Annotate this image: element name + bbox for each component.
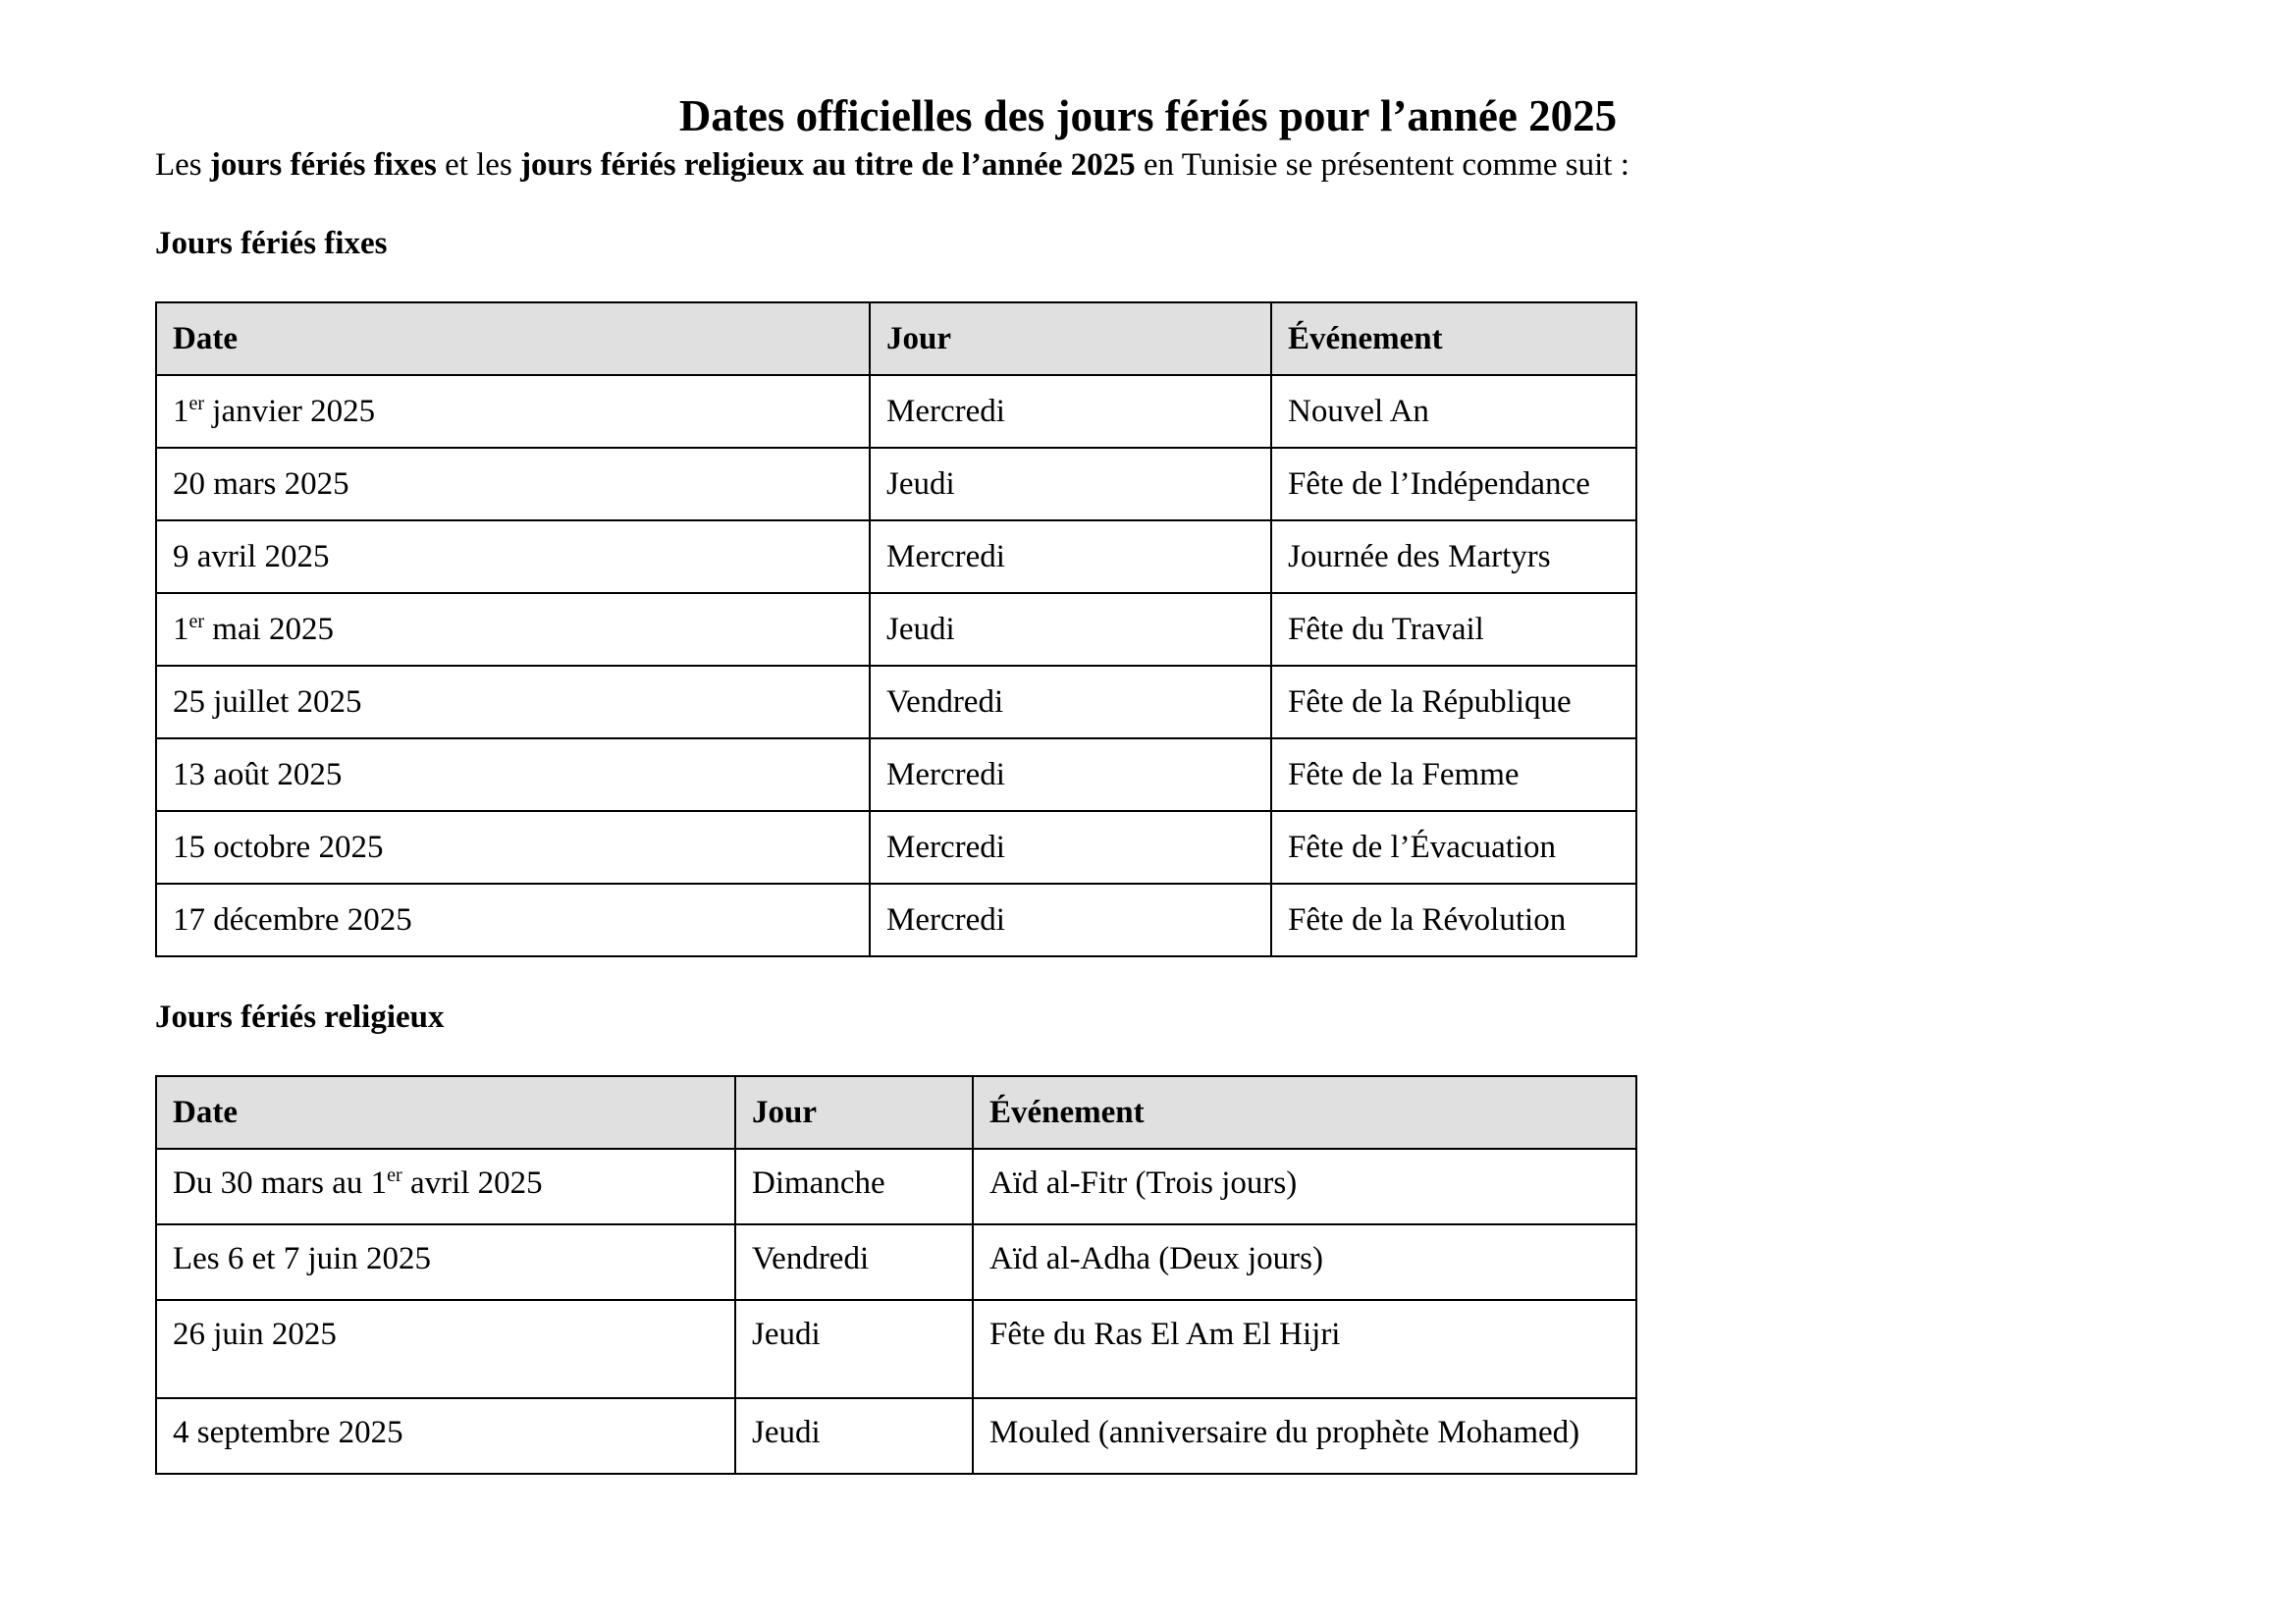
- table-row: [156, 1398, 1636, 1474]
- ordinal-superscript: er: [387, 1164, 402, 1186]
- day-cell: Mercredi: [870, 520, 1271, 593]
- event-cell: Aïd al-Fitr (Trois jours): [973, 1149, 1636, 1224]
- day-cell: Jeudi: [870, 448, 1271, 520]
- fixed-holidays-table: [155, 301, 1637, 957]
- intro-text: en Tunisie se présentent comme suit :: [1135, 147, 1629, 183]
- intro-bold-fixed: jours fériés fixes: [209, 147, 437, 183]
- event-cell: Fête de l’Évacuation: [1271, 811, 1636, 884]
- date-cell: [156, 1224, 735, 1300]
- table-row: [156, 738, 1636, 811]
- date-cell: [156, 448, 870, 520]
- day-cell: Jeudi: [735, 1300, 973, 1398]
- date-text: 9 avril 2025: [173, 538, 330, 574]
- table-row: [156, 520, 1636, 593]
- date-text: janvier 2025: [204, 393, 376, 429]
- date-cell: [156, 884, 870, 956]
- table-row: [156, 375, 1636, 448]
- ordinal-superscript: er: [188, 392, 205, 414]
- religious-holidays-table: [155, 1075, 1637, 1475]
- column-header-jour: Jour: [870, 302, 1271, 375]
- table-row: [156, 593, 1636, 666]
- section-heading-religious: Jours fériés religieux: [155, 1000, 445, 1035]
- section-heading-fixed: Jours fériés fixes: [155, 226, 388, 261]
- date-cell: [156, 375, 870, 448]
- table-row: [156, 884, 1636, 956]
- table-header-row: [156, 302, 1636, 375]
- date-cell: [156, 593, 870, 666]
- day-cell: Vendredi: [870, 666, 1271, 738]
- date-cell: [156, 811, 870, 884]
- date-cell: [156, 666, 870, 738]
- table-row: [156, 1300, 1636, 1398]
- date-text: 25 juillet 2025: [173, 683, 362, 720]
- date-text: avril 2025: [401, 1165, 543, 1201]
- date-text: 26 juin 2025: [173, 1317, 337, 1352]
- event-cell: Fête de la Révolution: [1271, 884, 1636, 956]
- event-cell: Fête du Travail: [1271, 593, 1636, 666]
- date-cell: [156, 1398, 735, 1474]
- date-text: 13 août 2025: [173, 756, 343, 792]
- date-text: 17 décembre 2025: [173, 901, 412, 938]
- date-text: Les 6 et 7 juin 2025: [173, 1241, 432, 1276]
- day-cell: Mercredi: [870, 375, 1271, 448]
- date-cell: [156, 1300, 735, 1398]
- table-row: [156, 448, 1636, 520]
- day-cell: Jeudi: [870, 593, 1271, 666]
- event-cell: Fête de l’Indépendance: [1271, 448, 1636, 520]
- table-header-row: [156, 1076, 1636, 1149]
- date-cell: [156, 738, 870, 811]
- event-cell: Fête du Ras El Am El Hijri: [973, 1300, 1636, 1398]
- date-text: mai 2025: [204, 611, 335, 647]
- event-cell: Fête de la Femme: [1271, 738, 1636, 811]
- table-row: [156, 811, 1636, 884]
- column-header-date: Date: [156, 1076, 735, 1149]
- column-header-evenement: Événement: [973, 1076, 1636, 1149]
- day-cell: Mercredi: [870, 884, 1271, 956]
- ordinal-superscript: er: [188, 610, 205, 632]
- event-cell: Fête de la République: [1271, 666, 1636, 738]
- intro-bold-religious: jours fériés religieux au titre de l’année 2025: [520, 147, 1136, 183]
- day-cell: Vendredi: [735, 1224, 973, 1300]
- date-text: 1: [173, 393, 189, 429]
- event-cell: Mouled (anniversaire du prophète Mohamed): [973, 1398, 1636, 1474]
- date-cell: [156, 520, 870, 593]
- intro-paragraph: [155, 143, 1629, 187]
- table-row: [156, 666, 1636, 738]
- column-header-jour: Jour: [735, 1076, 973, 1149]
- date-text: 4 septembre 2025: [173, 1415, 403, 1450]
- day-cell: Dimanche: [735, 1149, 973, 1224]
- day-cell: Mercredi: [870, 738, 1271, 811]
- day-cell: Jeudi: [735, 1398, 973, 1474]
- column-header-evenement: Événement: [1271, 302, 1636, 375]
- intro-text: et les: [436, 147, 521, 183]
- date-text: 20 mars 2025: [173, 465, 349, 502]
- date-text: Du 30 mars au 1: [173, 1165, 388, 1201]
- column-header-date: Date: [156, 302, 870, 375]
- table-row: [156, 1149, 1636, 1224]
- date-text: 1: [173, 611, 189, 647]
- event-cell: Nouvel An: [1271, 375, 1636, 448]
- intro-text: Les: [155, 147, 210, 183]
- page-title: Dates officielles des jours fériés pour l’année 2025: [678, 91, 1618, 141]
- event-cell: Aïd al-Adha (Deux jours): [973, 1224, 1636, 1300]
- table-row: [156, 1224, 1636, 1300]
- date-cell: [156, 1149, 735, 1224]
- day-cell: Mercredi: [870, 811, 1271, 884]
- event-cell: Journée des Martyrs: [1271, 520, 1636, 593]
- date-text: 15 octobre 2025: [173, 829, 384, 865]
